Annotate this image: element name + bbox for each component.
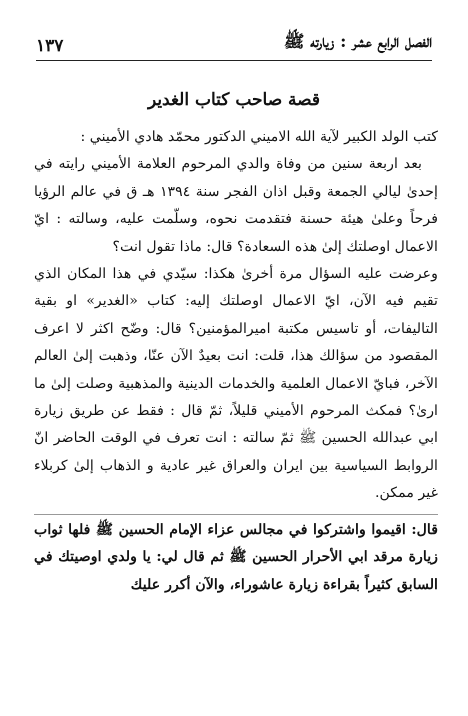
- paragraph-separator: [34, 514, 438, 515]
- paragraph-intro: كتب الولد الكبير لآية الله الاميني الدكتور محمّد هادي الأميني :: [80, 129, 438, 145]
- paragraph-question: وعرضت عليه السؤال مرة أخرىٰ هكذا: سيّدي في هذا المكان الذي تقيم فيه الآن، ايّ الاعمال اوصلتك إليه: كتاب «الغدير» او بقية التاليفات، أو تاسيس مكتبة اميرالمؤمنين؟ قال: وضّح اكثر لا اعرف المقصود من سؤالك هذا، قلت: انت بعيدٌ الآن عنّا، وذهبت إلىٰ العالم الآخر، فبايّ الاعمال العلمية والخدمات الدينية والمذهبية وصلت إلىٰ ما ارىٰ؟ فمكث المرحوم الأميني قليلاً، ثمّ قال : فقط عن طريق زيارة ابي عبدالله الحسين ﷺ ثمّ سالته : انت تعرف في الوقت الحاضر انّ الروابط السياسية بين ايران والعراق غير عادية و الذهاب إلىٰ كربلاء غير ممكن.: [34, 266, 438, 502]
- paragraph-dream: بعد اربعة سنين من وفاة والدي المرحوم العلامة الأميني رايته في إحدىٰ ليالي الجمعة وقبل اذان الفجر سنة ١٣٩٤ هـ ق في عالم الرؤيا فرحاً وعلىٰ هيئة حسنة فتقدمت نحوه، وسلّمت عليه، وسالته : ايّ الاعمال اوصلتك إلىٰ هذه السعادة؟ قال: ماذا تقول انت؟: [34, 156, 438, 255]
- section-title: قصة صاحب كتاب الغدير: [147, 90, 321, 110]
- page-number: ١٣٧: [36, 36, 64, 56]
- chapter-heading: الفصل الرابع عشر : زيارته ﷺ: [283, 32, 432, 52]
- header-divider: [36, 60, 432, 61]
- paragraph-answer: قال: اقيموا واشتركوا في مجالس عزاء الإمام الحسين ﷺ فلها ثواب زيارة مرقد ابي الأحرار الحسين ﷺ ثم قال لي: يا ولدي اوصيتك في السابق كثيراً بقراءة زيارة عاشوراء، والآن أكرر عليك: [34, 521, 438, 593]
- running-header: [36, 26, 432, 56]
- body-text: [34, 124, 438, 599]
